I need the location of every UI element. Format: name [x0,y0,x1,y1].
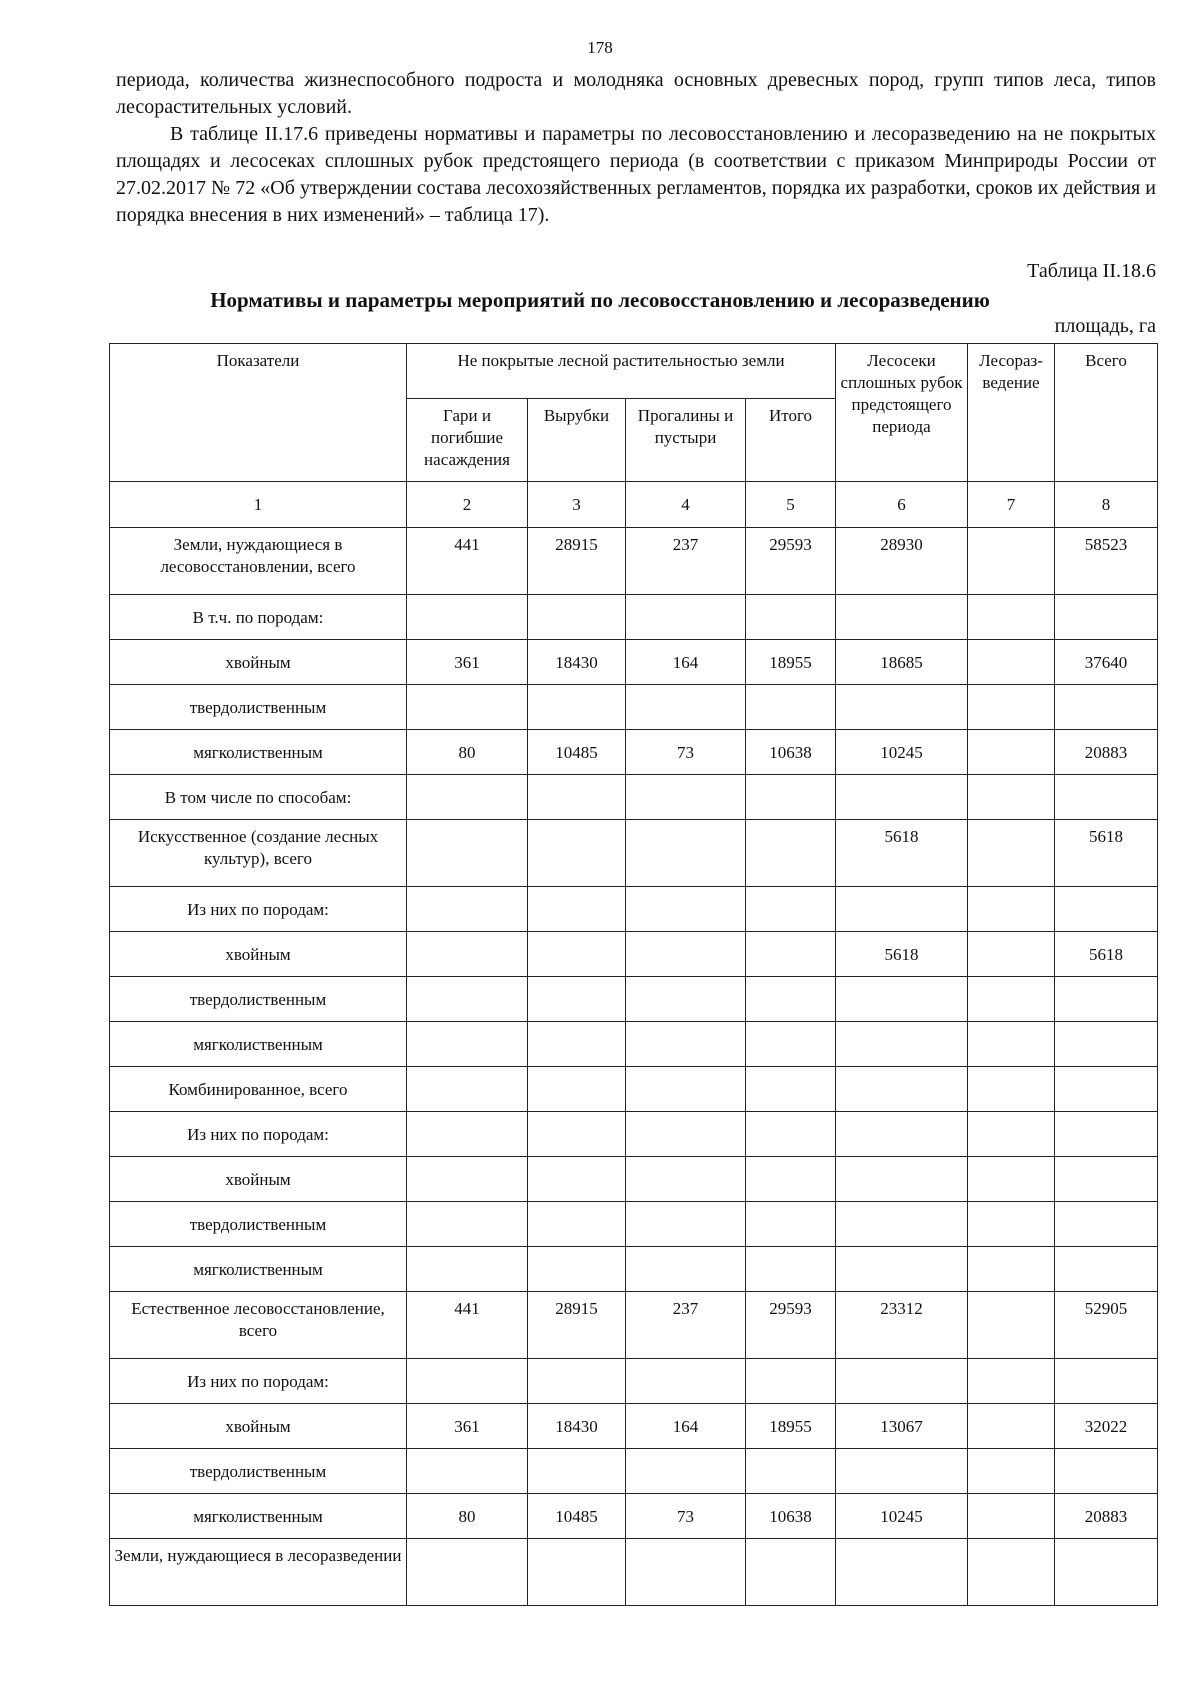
table-row [110,1449,1158,1494]
cell-c4 [626,1449,746,1494]
column-numbers-row [110,482,1158,528]
cell-c5 [746,1539,836,1606]
cell-c2 [407,775,528,820]
table-row [110,1112,1158,1157]
header-subtotal: Итого [746,399,836,482]
cell-c5 [746,1359,836,1404]
cell-c7 [968,1449,1055,1494]
cell-c6 [836,977,968,1022]
cell-c2: 80 [407,1494,528,1539]
cell-c7 [968,640,1055,685]
cell-c4 [626,1202,746,1247]
row-label: твердолиственным [110,1449,407,1494]
table-row [110,1292,1158,1359]
row-label: Земли, нуждающиеся в лесоразведении [110,1539,407,1606]
cell-c5 [746,1157,836,1202]
cell-c2 [407,932,528,977]
row-label: твердолиственным [110,977,407,1022]
cell-c4: 164 [626,640,746,685]
row-label: Искусственное (создание лесных культур), всего [110,820,407,887]
cell-c3 [528,1112,626,1157]
cell-c3 [528,932,626,977]
cell-c8 [1055,1112,1158,1157]
cell-c4 [626,932,746,977]
cell-c2: 361 [407,640,528,685]
header-afforestation: Лесораз-ведение [968,344,1055,482]
row-label: В т.ч. по породам: [110,595,407,640]
cell-c5 [746,1449,836,1494]
cell-c2 [407,595,528,640]
header-not-covered-lands: Не покрытые лесной растительностью земли [407,344,836,399]
cell-c7 [968,1539,1055,1606]
cell-c2 [407,887,528,932]
cell-c6 [836,1157,968,1202]
cell-c6: 10245 [836,1494,968,1539]
row-label: мягколиственным [110,1247,407,1292]
cell-c6: 13067 [836,1404,968,1449]
cell-c3 [528,775,626,820]
unit-label: площадь, га [1054,315,1156,337]
cell-c8 [1055,1022,1158,1067]
table-body [110,528,1158,1606]
header-clearings: Вырубки [528,399,626,482]
cell-c7 [968,1202,1055,1247]
cell-c2 [407,820,528,887]
row-label: Естественное лесовосстановление, всего [110,1292,407,1359]
cell-c6 [836,1539,968,1606]
cell-c8 [1055,1449,1158,1494]
cell-c6 [836,1247,968,1292]
cell-c6 [836,685,968,730]
cell-c3 [528,685,626,730]
row-label: В том числе по способам: [110,775,407,820]
cell-c6: 23312 [836,1292,968,1359]
row-label: твердолиственным [110,685,407,730]
cell-c3 [528,1359,626,1404]
column-number: 2 [407,482,528,528]
cell-c8: 20883 [1055,730,1158,775]
cell-c8: 52905 [1055,1292,1158,1359]
cell-c2 [407,1157,528,1202]
cell-c3: 28915 [528,528,626,595]
table-row [110,528,1158,595]
cell-c7 [968,1022,1055,1067]
column-number: 6 [836,482,968,528]
cell-c8 [1055,977,1158,1022]
row-label: хвойным [110,1157,407,1202]
cell-c4: 164 [626,1404,746,1449]
cell-c8: 5618 [1055,932,1158,977]
table-row [110,730,1158,775]
table-row [110,1539,1158,1606]
cell-c2 [407,1247,528,1292]
cell-c2 [407,1539,528,1606]
cell-c2 [407,1067,528,1112]
column-number: 5 [746,482,836,528]
cell-c6 [836,1202,968,1247]
cell-c4 [626,1539,746,1606]
cell-c6: 10245 [836,730,968,775]
cell-c6: 28930 [836,528,968,595]
row-label: мягколиственным [110,730,407,775]
cell-c7 [968,595,1055,640]
cell-c7 [968,730,1055,775]
cell-c4 [626,1247,746,1292]
cell-c8: 37640 [1055,640,1158,685]
table-row [110,820,1158,887]
cell-c2 [407,1449,528,1494]
cell-c5 [746,820,836,887]
cell-c4 [626,1157,746,1202]
table-row [110,595,1158,640]
cell-c8 [1055,685,1158,730]
cell-c2 [407,1112,528,1157]
cell-c3 [528,595,626,640]
table-row [110,932,1158,977]
table-row [110,685,1158,730]
row-label: хвойным [110,1404,407,1449]
table-row [110,1022,1158,1067]
cell-c5: 29593 [746,528,836,595]
page-number: 178 [587,38,613,57]
table-row [110,640,1158,685]
cell-c8 [1055,887,1158,932]
cell-c4 [626,1112,746,1157]
cell-c3 [528,820,626,887]
cell-c5 [746,685,836,730]
cell-c3 [528,887,626,932]
cell-c3 [528,1067,626,1112]
cell-c7 [968,685,1055,730]
cell-c8: 58523 [1055,528,1158,595]
column-number: 7 [968,482,1055,528]
cell-c8 [1055,595,1158,640]
cell-c7 [968,528,1055,595]
cell-c6 [836,1449,968,1494]
cell-c5: 10638 [746,1494,836,1539]
cell-c8 [1055,775,1158,820]
table-row [110,1359,1158,1404]
cell-c5 [746,775,836,820]
cell-c8 [1055,1247,1158,1292]
cell-c4 [626,1067,746,1112]
cell-c4: 73 [626,1494,746,1539]
cell-c2: 361 [407,1404,528,1449]
cell-c5: 29593 [746,1292,836,1359]
table-row [110,1157,1158,1202]
cell-c5 [746,932,836,977]
cell-c6 [836,1067,968,1112]
cell-c6 [836,595,968,640]
cell-c5: 10638 [746,730,836,775]
column-number: 1 [110,482,407,528]
cell-c5 [746,1247,836,1292]
row-label: Из них по породам: [110,1359,407,1404]
cell-c2 [407,977,528,1022]
cell-c6: 5618 [836,932,968,977]
cell-c4 [626,1022,746,1067]
table-row [110,775,1158,820]
cell-c3: 28915 [528,1292,626,1359]
cell-c8: 5618 [1055,820,1158,887]
row-label: Земли, нуждающиеся в лесовосстановлении, всего [110,528,407,595]
table-title: Нормативы и параметры мероприятий по лесовосстановлению и лесоразведению [210,288,990,312]
cell-c6: 5618 [836,820,968,887]
row-label: Из них по породам: [110,1112,407,1157]
cell-c2: 441 [407,1292,528,1359]
cell-c4: 73 [626,730,746,775]
cell-c7 [968,887,1055,932]
cell-c7 [968,1404,1055,1449]
description-paragraph: В таблице II.17.6 приведены нормативы и параметры по лесовосстановлению и лесоразведению на не покрытых площадях и лесосеках сплошных рубок предстоящего периода (в соответствии с приказом Минприроды России от 27.02.2017 № 72 «Об утверждении состава лесохозяйственных регламентов, порядка их разработки, сроков их действия и порядка внесения в них изменений» – таблица 17). [116,123,1156,226]
cell-c3 [528,1157,626,1202]
cell-c8: 20883 [1055,1494,1158,1539]
cell-c5 [746,1022,836,1067]
cell-c4: 237 [626,528,746,595]
cell-c4 [626,977,746,1022]
cell-c4 [626,685,746,730]
intro-paragraph: периода, количества жизнеспособного подроста и молодняка основных древесных пород, групп типов леса, типов лесорастительных условий. [116,69,1156,118]
cell-c3: 18430 [528,1404,626,1449]
cell-c8 [1055,1157,1158,1202]
table-row [110,887,1158,932]
cell-c7 [968,1494,1055,1539]
row-label: хвойным [110,640,407,685]
cell-c5: 18955 [746,1404,836,1449]
header-glades: Прогалины и пустыри [626,399,746,482]
row-label: мягколиственным [110,1022,407,1067]
cell-c3: 18430 [528,640,626,685]
cell-c8 [1055,1539,1158,1606]
cell-c2: 441 [407,528,528,595]
cell-c3 [528,1449,626,1494]
cell-c5 [746,1067,836,1112]
cell-c7 [968,1292,1055,1359]
cell-c5 [746,887,836,932]
cell-c7 [968,1247,1055,1292]
header-indicators: Показатели [110,344,407,482]
cell-c4 [626,775,746,820]
cell-c6 [836,775,968,820]
cell-c7 [968,977,1055,1022]
norms-table [109,343,1158,1606]
header-row-1 [110,344,1158,399]
cell-c6: 18685 [836,640,968,685]
cell-c7 [968,775,1055,820]
cell-c4: 237 [626,1292,746,1359]
cell-c5 [746,1112,836,1157]
column-number: 3 [528,482,626,528]
cell-c8 [1055,1067,1158,1112]
table-row [110,1247,1158,1292]
row-label: хвойным [110,932,407,977]
table-row [110,1494,1158,1539]
cell-c2 [407,1359,528,1404]
cell-c7 [968,1157,1055,1202]
cell-c3 [528,977,626,1022]
cell-c2 [407,1202,528,1247]
table-label: Таблица II.18.6 [1027,260,1156,282]
cell-c3 [528,1247,626,1292]
cell-c3 [528,1539,626,1606]
column-number: 4 [626,482,746,528]
header-total: Всего [1055,344,1158,482]
cell-c5: 18955 [746,640,836,685]
cell-c6 [836,887,968,932]
column-number: 8 [1055,482,1158,528]
cell-c6 [836,1359,968,1404]
cell-c8: 32022 [1055,1404,1158,1449]
table-row [110,1404,1158,1449]
table-row [110,977,1158,1022]
cell-c4 [626,1359,746,1404]
cell-c3 [528,1202,626,1247]
cell-c3: 10485 [528,730,626,775]
cell-c6 [836,1022,968,1067]
header-cutting-areas: Лесосеки сплошных рубок предстоящего периода [836,344,968,482]
cell-c7 [968,1112,1055,1157]
cell-c7 [968,932,1055,977]
cell-c4 [626,820,746,887]
cell-c2 [407,1022,528,1067]
cell-c7 [968,1359,1055,1404]
cell-c5 [746,977,836,1022]
row-label: мягколиственным [110,1494,407,1539]
cell-c6 [836,1112,968,1157]
cell-c5 [746,1202,836,1247]
cell-c7 [968,1067,1055,1112]
cell-c8 [1055,1202,1158,1247]
cell-c3: 10485 [528,1494,626,1539]
cell-c2: 80 [407,730,528,775]
cell-c4 [626,887,746,932]
row-label: Комбинированное, всего [110,1067,407,1112]
cell-c7 [968,820,1055,887]
row-label: Из них по породам: [110,887,407,932]
table-row [110,1202,1158,1247]
cell-c5 [746,595,836,640]
cell-c4 [626,595,746,640]
cell-c3 [528,1022,626,1067]
table-row [110,1067,1158,1112]
header-burnt: Гари и погибшие насаждения [407,399,528,482]
row-label: твердолиственным [110,1202,407,1247]
cell-c2 [407,685,528,730]
cell-c8 [1055,1359,1158,1404]
